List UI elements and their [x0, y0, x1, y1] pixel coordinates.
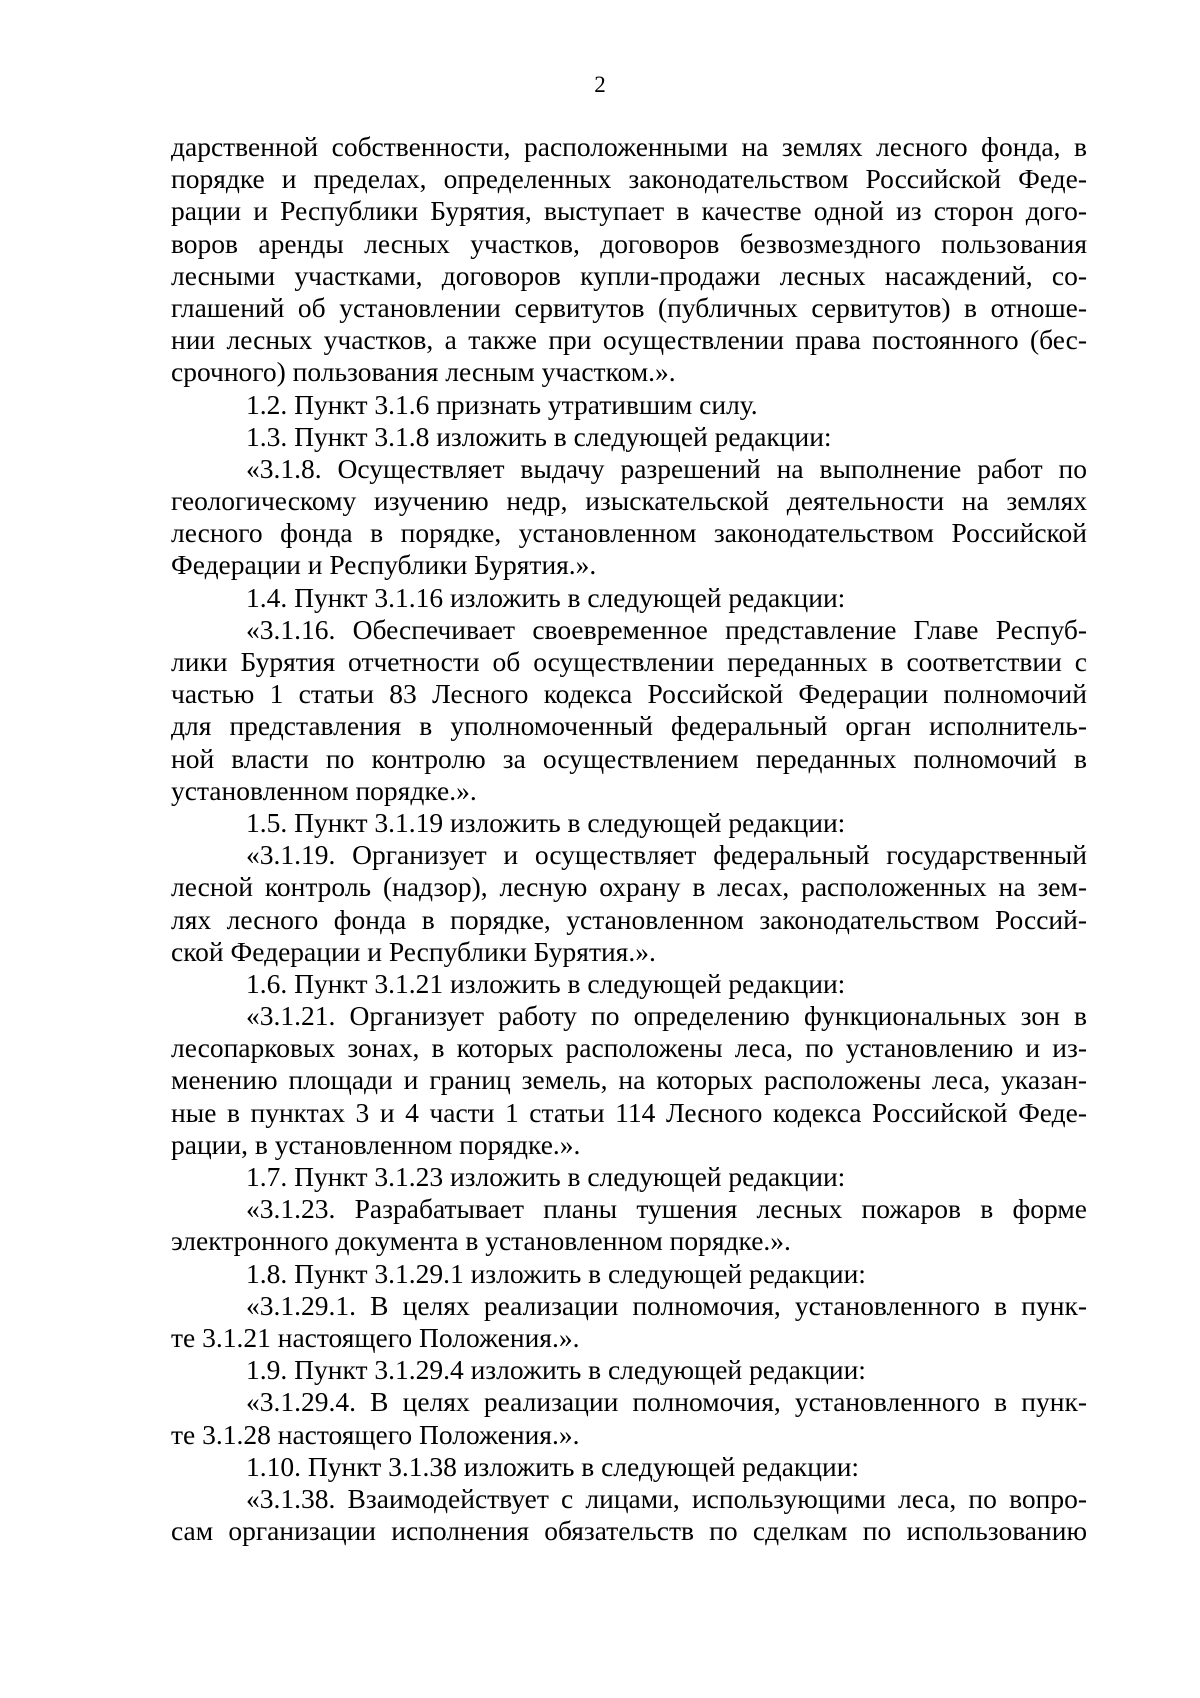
text-line: ской Федерации и Республики Бурятия.». [171, 935, 656, 967]
text-line: электронного документа в установленном порядке.». [171, 1225, 791, 1257]
text-line: частью 1 статьи 83 Лесного кодекса Российской Федерации полномочий [171, 678, 1087, 710]
text-line: рации и Республики Бурятия, выступает в качестве одной из сторон дого- [171, 195, 1087, 227]
text-line: установленном порядке.». [171, 774, 477, 806]
text-line: те 3.1.28 настоящего Положения.». [171, 1418, 580, 1450]
text-line: рации, в установленном порядке.». [171, 1128, 581, 1160]
text-line: порядке и пределах, определенных законодательством Российской Феде- [171, 163, 1087, 195]
text-line: сам организации исполнения обязательств по сделкам по использованию [171, 1515, 1087, 1547]
text-line: 1.3. Пункт 3.1.8 изложить в следующей редакции: [246, 420, 832, 452]
text-line: 1.2. Пункт 3.1.6 признать утратившим силу. [246, 388, 758, 420]
text-line: 1.7. Пункт 3.1.23 изложить в следующей редакции: [246, 1161, 846, 1192]
text-line: глашений об установлении сервитутов (публичных сервитутов) в отноше- [171, 291, 1087, 323]
page-number: 2 [594, 72, 606, 97]
text-line: 1.6. Пункт 3.1.21 изложить в следующей редакции: [246, 967, 846, 999]
text-line: 1.8. Пункт 3.1.29.1 изложить в следующей редакции: [246, 1257, 866, 1289]
text-line: лесной контроль (надзор), лесную охрану в лесах, расположенных на зем- [171, 871, 1087, 903]
text-line: «3.1.16. Обеспечивает своевременное представление Главе Респуб- [246, 613, 1087, 645]
text-line: «3.1.23. Разрабатывает планы тушения лесных пожаров в форме [246, 1193, 1087, 1225]
text-line: ной власти по контролю за осуществлением переданных полномочий в [171, 742, 1087, 774]
text-line: воров аренды лесных участков, договоров безвозмездного пользования [171, 227, 1087, 259]
text-line: лики Бурятия отчетности об осуществлении переданных в соответствии с [171, 646, 1087, 677]
text-line: «3.1.21. Организует работу по определению функциональных зон в [246, 1000, 1087, 1032]
text-line: срочного) пользования лесным участком.». [171, 356, 676, 388]
text-line: геологическому изучению недр, изыскательской деятельности на землях [171, 485, 1087, 517]
text-line: нии лесных участков, а также при осуществлении права постоянного (бес- [171, 324, 1087, 356]
text-line: те 3.1.21 настоящего Положения.». [171, 1321, 580, 1353]
text-line: 1.4. Пункт 3.1.16 изложить в следующей редакции: [246, 581, 846, 613]
text-line: «3.1.38. Взаимодействует с лицами, использующими леса, по вопро- [246, 1482, 1087, 1514]
text-line: «3.1.29.4. В целях реализации полномочия, установленного в пунк- [246, 1386, 1087, 1418]
text-line: 1.9. Пункт 3.1.29.4 изложить в следующей редакции: [246, 1354, 866, 1386]
text-line: «3.1.19. Организует и осуществляет федеральный государственный [246, 839, 1087, 871]
text-line: менению площади и границ земель, на которых расположены леса, указан- [171, 1064, 1087, 1096]
text-line: «3.1.8. Осуществляет выдачу разрешений на выполнение работ по [246, 452, 1087, 484]
text-line: ные в пунктах 3 и 4 части 1 статьи 114 Лесного кодекса Российской Феде- [171, 1096, 1087, 1128]
text-line: лесопарковых зонах, в которых расположены леса, по установлению и из- [171, 1032, 1087, 1064]
text-line: лесного фонда в порядке, установленном законодательством Российской [171, 517, 1087, 549]
document-body [171, 131, 1087, 1547]
text-line: лях лесного фонда в порядке, установленном законодательством Россий- [171, 903, 1087, 935]
text-line: для представления в уполномоченный федеральный орган исполнитель- [171, 710, 1087, 742]
text-line: Федерации и Республики Бурятия.». [171, 549, 597, 581]
text-line: «3.1.29.1. В целях реализации полномочия, установленного в пунк- [246, 1289, 1087, 1321]
text-line: 1.10. Пункт 3.1.38 изложить в следующей редакции: [246, 1450, 860, 1482]
text-line: лесными участками, договоров купли-продажи лесных насаждений, со- [171, 259, 1087, 291]
text-line: дарственной собственности, расположенными на землях лесного фонда, в [171, 131, 1087, 162]
text-line: 1.5. Пункт 3.1.19 изложить в следующей редакции: [246, 806, 846, 838]
